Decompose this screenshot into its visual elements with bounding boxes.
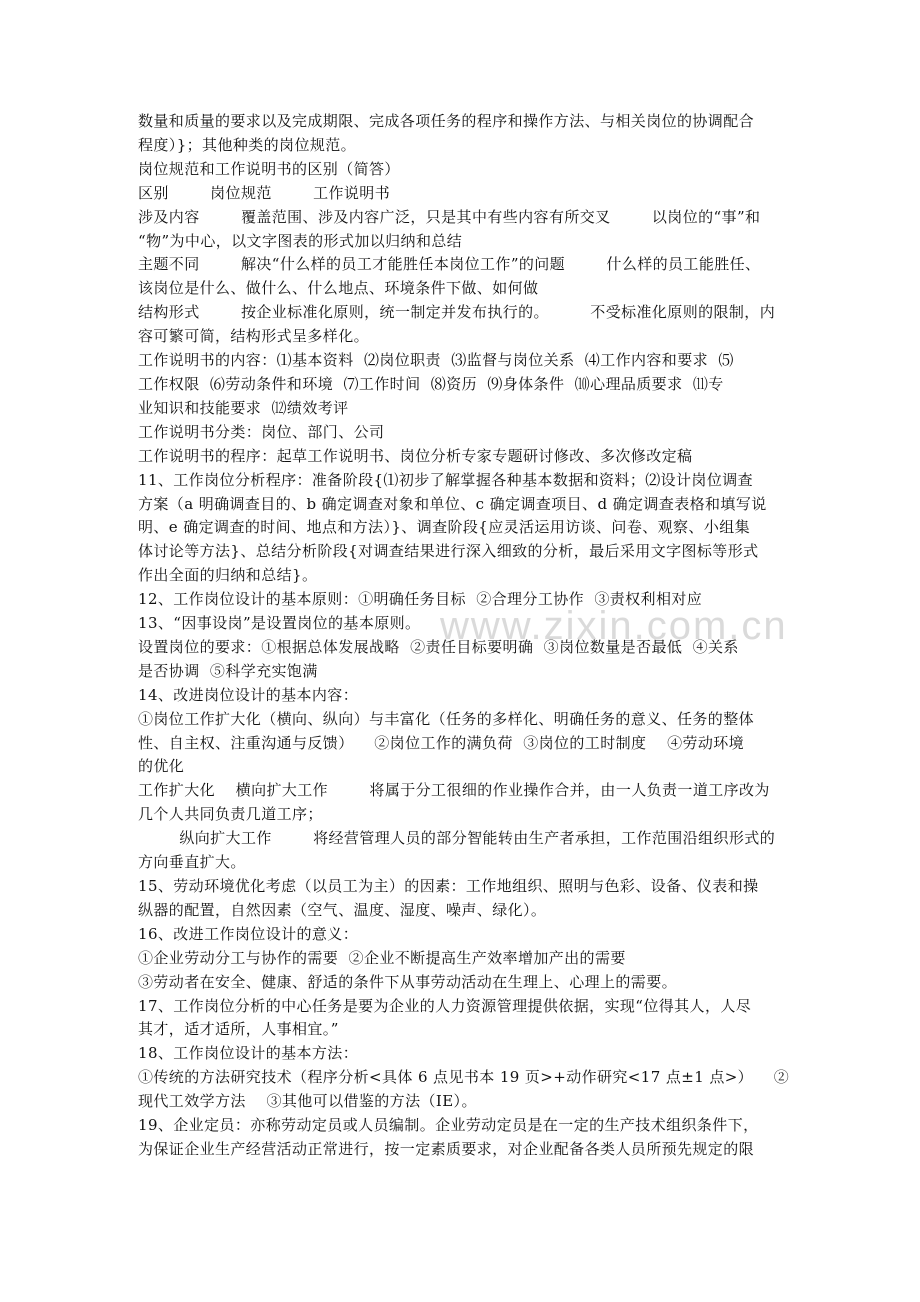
text-line: ③劳动者在安全、健康、舒适的条件下从事劳动活动在生理上、心理上的需要。 xyxy=(138,972,678,991)
text-line: 为保证企业生产经营活动正常进行，按一定素质要求，对企业配备各类人员所预先规定的限 xyxy=(138,1139,755,1158)
text-line: ①岗位工作扩大化（横向、纵向）与丰富化（任务的多样化、明确任务的意义、任务的整体 xyxy=(138,709,755,728)
text-line: 该岗位是什么、做什么、什么地点、环境条件下做、如何做 xyxy=(138,279,539,298)
text-line: 其才，适才适所，人事相宜。” xyxy=(138,1020,339,1039)
text-line: 涉及内容 覆盖范围、涉及内容广泛，只是其中有些内容有所交叉 以岗位的“事”和 xyxy=(138,207,761,226)
text-line: “物”为中心，以文字图表的形式加以归纳和总结 xyxy=(138,231,463,250)
text-line: 18、工作岗位设计的基本方法： xyxy=(138,1044,359,1063)
text-line: 14、改进岗位设计的基本内容： xyxy=(138,685,359,704)
document-body xyxy=(138,110,790,1162)
text-line: 工作说明书分类：岗位、部门、公司 xyxy=(138,422,385,441)
text-line: 现代工效学方法 ③其他可以借鉴的方法（IE）。 xyxy=(138,1092,477,1111)
text-line: 纵器的配置，自然因素（空气、温度、湿度、噪声、绿化）。 xyxy=(138,900,547,919)
text-line: 工作说明书的程序：起草工作说明书、岗位分析专家专题研讨修改、多次修改定稿 xyxy=(138,446,693,465)
text-line: 岗位规范和工作说明书的区别（简答） xyxy=(138,159,400,178)
text-line: 数量和质量的要求以及完成期限、完成各项任务的程序和操作方法、与相关岗位的协调配合 xyxy=(138,112,755,130)
text-line: 17、工作岗位分析的中心任务是要为企业的人力资源管理提供依据，实现“位得其人，人尽 xyxy=(138,996,752,1015)
text-line: 11、工作岗位分析程序：准备阶段{⑴初步了解掌握各种基本数据和资料；⑵设计岗位调查 xyxy=(138,470,754,489)
watermark: www.zixin.com.cn xyxy=(440,604,788,648)
text-line: 作出全面的归纳和总结}。 xyxy=(138,566,318,585)
text-line: 性、自主权、注重沟通与反馈） ②岗位工作的满负荷 ③岗位的工时制度 ④劳动环境 xyxy=(138,733,745,752)
text-line: 设置岗位的要求：①根据总体发展战略 ②责任目标要明确 ③岗位数量是否最低 ④关系 xyxy=(138,637,739,656)
text-line: 程度）}；其他种类的岗位规范。 xyxy=(138,135,357,154)
text-line: 业知识和技能要求 ⑿绩效考评 xyxy=(138,398,349,417)
text-line: 容可繁可简，结构形式呈多样化。 xyxy=(138,327,370,346)
text-line: 几个人共同负责几道工序； xyxy=(138,805,323,824)
text-line: 工作扩大化 横向扩大工作 将属于分工很细的作业操作合并，由一人负责一道工序改为 xyxy=(138,781,770,800)
text-line: ①传统的方法研究技术（程序分析<具体 6 点见书本 19 页>+动作研究<17 点±1 点>） ② xyxy=(138,1068,790,1087)
text-line: 区别 岗位规范 工作说明书 xyxy=(138,183,391,202)
text-line: 工作说明书的内容：⑴基本资料 ⑵岗位职责 ⑶监督与岗位关系 ⑷工作内容和要求 ⑸ xyxy=(138,351,734,370)
text-line: ①企业劳动分工与协作的需要 ②企业不断提高生产效率增加产出的需要 xyxy=(138,948,626,967)
text-line: 工作权限 ⑹劳动条件和环境 ⑺工作时间 ⑻资历 ⑼身体条件 ⑽心理品质要求 ⑾专 xyxy=(138,374,724,393)
text-line: 体讨论等方法}、总结分析阶段{对调查结果进行深入细致的分析，最后采用文字图标等形式 xyxy=(138,542,759,561)
text-line: 纵向扩大工作 将经营管理人员的部分智能转由生产者承担，工作范围沿组织形式的 xyxy=(138,829,776,848)
text-line: 的优化 xyxy=(138,757,185,776)
text-line: 13、“因事设岗”是设置岗位的基本原则。 xyxy=(138,614,421,633)
text-line: 结构形式 按企业标准化原则，统一制定并发布执行的。 不受标准化原则的限制，内 xyxy=(138,303,776,322)
text-line: 12、工作岗位设计的基本原则：①明确任务目标 ②合理分工协作 ③责权利相对应 xyxy=(138,590,703,609)
text-line: 方向垂直扩大。 xyxy=(138,853,246,872)
text-line: 明、e 确定调查的时间、地点和方法）}、调查阶段{应灵活运用访谈、问卷、观察、小组集 xyxy=(138,518,751,537)
text-line: 15、劳动环境优化考虑（以员工为主）的因素：工作地组织、照明与色彩、设备、仪表和操 xyxy=(138,877,759,895)
text-line: 16、改进工作岗位设计的意义： xyxy=(138,924,359,943)
text-line: 方案（a 明确调查目的、b 确定调查对象和单位、c 确定调查项目、d 确定调查表格和填写说 xyxy=(138,494,767,513)
text-line: 19、企业定员：亦称劳动定员或人员编制。企业劳动定员是在一定的生产技术组织条件下， xyxy=(138,1116,759,1135)
text-line: 主题不同 解决“什么样的员工才能胜任本岗位工作”的问题 什么样的员工能胜任、 xyxy=(138,255,761,274)
text-line: 是否协调 ⑤科学充实饱满 xyxy=(138,661,318,680)
